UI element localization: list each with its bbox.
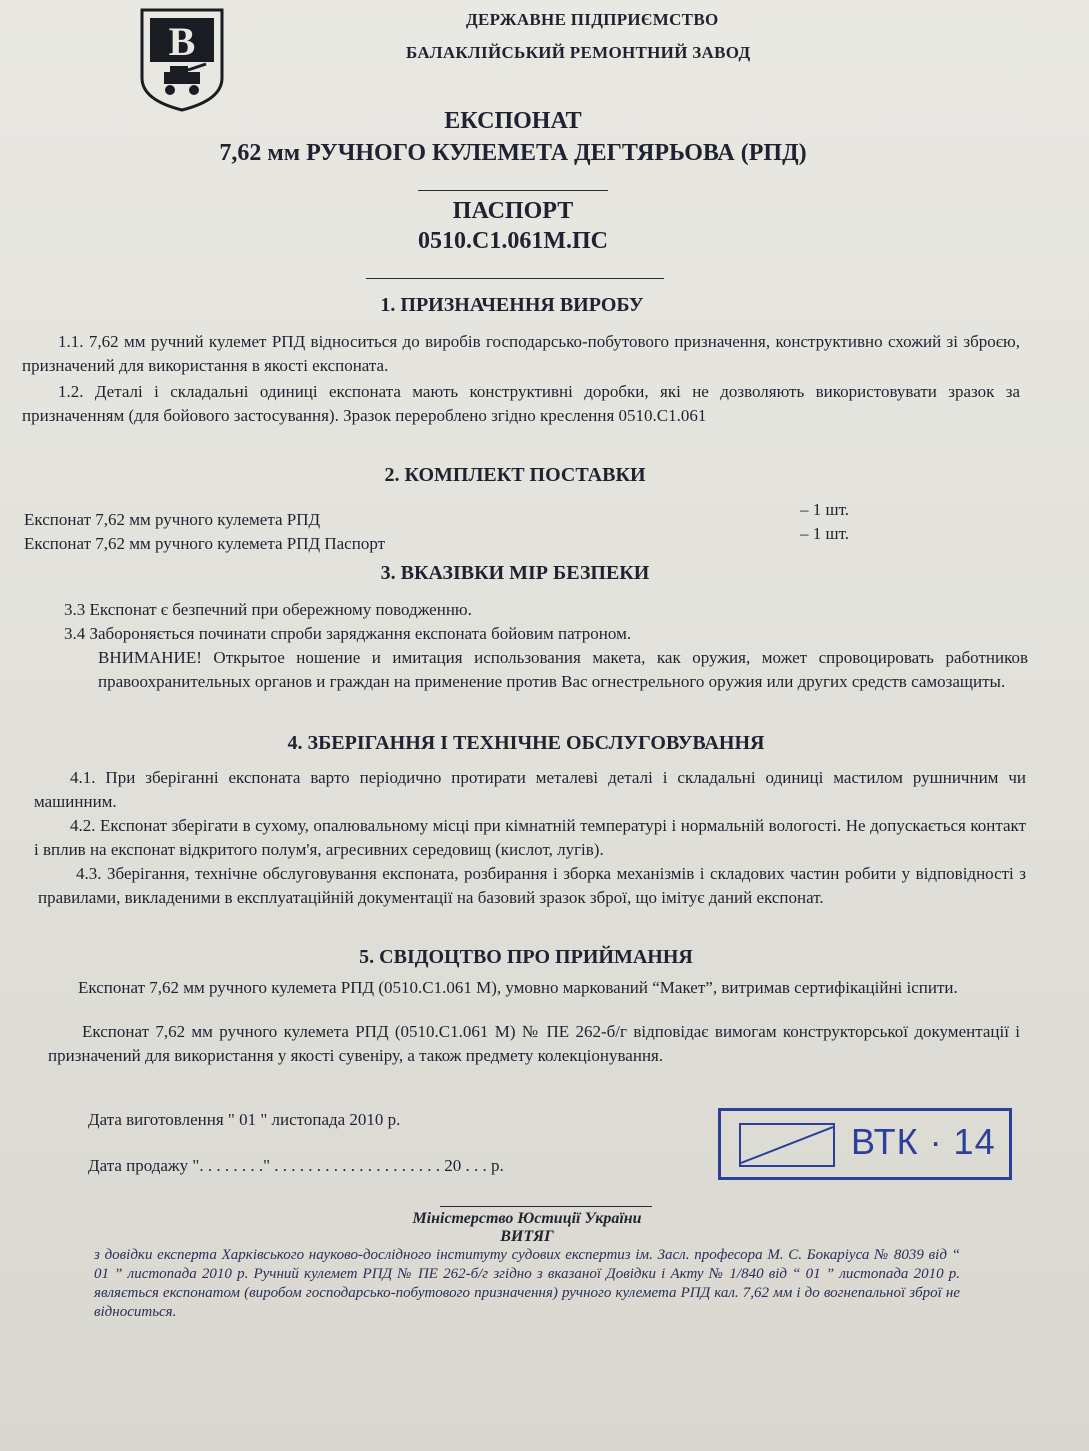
factory-logo-icon	[140, 8, 224, 112]
ministry-name: Міністерство Юстиції України	[412, 1210, 642, 1227]
section-1-paragraph-2: 1.2. Деталі і складальні одиниці експоната мають конструктивні доробки, які не дозволяють використовувати зразок за призначенням (для бойового застосування). Зразок перероблено згідно креслення 0510.С1.061	[22, 382, 1020, 425]
extract-divider	[440, 1206, 652, 1207]
section-1-paragraph-1: 1.1. 7,62 мм ручний кулемет РПД відноситься до виробів господарсько-побутового призначення, конструктивно схожий зі зброєю, призначений для використання в якості експоната.	[22, 332, 1020, 375]
section-2-heading: 2. КОМПЛЕКТ ПОСТАВКИ	[384, 464, 646, 486]
section-5-paragraph-2: Експонат 7,62 мм ручного кулемета РПД (0510.С1.061 М) № ПЕ 262-б/г відповідає вимогам конструкторської документації і призначений для використання у якості сувеніру, а також предмету колекціонування.	[48, 1022, 1020, 1065]
sale-date: Дата продажу ". . . . . . . ." . . . . . . . . . . . . . . . . . . . . 20 . . . р.	[88, 1156, 504, 1175]
code-divider	[366, 278, 664, 279]
doc-title: ЕКСПОНАТ	[444, 108, 582, 134]
stamp-frame	[739, 1123, 835, 1167]
section-4-paragraph-2: 4.2. Експонат зберігати в сухому, опалювальному місці при кімнатній температурі і нормальній вологості. Не допускається контакт і вплив на експонат відкритого полум'я, агресивних середовищ (кислот, лугів).	[34, 816, 1026, 859]
section-4-paragraph-1: 4.1. При зберіганні експоната варто періодично протирати металеві деталі і складальні одиниці мастилом рушничним чи машинним.	[34, 768, 1026, 811]
section-3-item-3-4: 3.4 Забороняється починати спроби заряджання експоната бойовим патроном.	[64, 624, 632, 643]
section-4-heading: 4. ЗБЕРІГАННЯ І ТЕХНІЧНЕ ОБСЛУГОВУВАННЯ	[287, 732, 765, 754]
logo-letter: B	[168, 19, 196, 64]
supply-item-2-qty: – 1 шт.	[800, 524, 849, 543]
passport-code: 0510.С1.061М.ПС	[418, 228, 608, 254]
stamp-text: ВТК · 14	[851, 1121, 996, 1162]
section-4-paragraph-3: 4.3. Зберігання, технічне обслуговування експоната, розбирання і зборка механізмів і складових частин робити у відповідності з правилами, викладеними в експлуатаційній документації на базовий зразок зброї, що імітує даний експонат.	[38, 864, 1026, 907]
extract-body: з довідки експерта Харківського науково-дослідного інституту судових експертиз ім. Засл. професора М. С. Бокаріуса № 8039 від “ 01 ” листопада 2010 р. Ручний кулемет РПД № ПЕ 262-б/г згідно з вказаної Довідки і Акту № 1/840 від “ 01 ” листопада 2010 р. являється експонатом (виробом господарсько-побутового призначення) ручного кулемета РПД кал. 7,62 мм і до вогнепальної зброї не відноситься.	[94, 1247, 960, 1320]
section-3-item-3-3: 3.3 Експонат є безпечний при обережному поводженню.	[64, 600, 472, 619]
section-5-paragraph-1: Експонат 7,62 мм ручного кулемета РПД (0510.С1.061 М), умовно маркований “Макет”, витримав сертифікаційні іспити.	[78, 978, 958, 997]
section-5-heading: 5. СВІДОЦТВО ПРО ПРИЙМАННЯ	[359, 946, 693, 968]
doc-subtitle: 7,62 мм РУЧНОГО КУЛЕМЕТА ДЕГТЯРЬОВА (РПД)	[219, 140, 807, 166]
org-line-2: БАЛАКЛІЙСЬКИЙ РЕМОНТНИЙ ЗАВОД	[406, 43, 751, 62]
supply-item-2-name: Експонат 7,62 мм ручного кулемета РПД Паспорт	[24, 534, 386, 553]
section-3-heading: 3. ВКАЗІВКИ МІР БЕЗПЕКИ	[380, 562, 650, 584]
manufacture-date: Дата виготовлення " 01 " листопада 2010 р.	[88, 1110, 401, 1129]
org-line-1: ДЕРЖАВНЕ ПІДПРИЄМСТВО	[466, 10, 719, 29]
warning-notice: ВНИМАНИЕ! Открытое ношение и имитация использования макета, как оружия, может спровоцировать работников правоохранительных органов и граждан на применение против Вас огнестрельного оружия или других средств самозащиты.	[98, 648, 1028, 691]
passport-title: ПАСПОРТ	[452, 198, 574, 224]
quality-control-stamp	[718, 1108, 1012, 1180]
section-1-heading: 1. ПРИЗНАЧЕННЯ ВИРОБУ	[380, 294, 644, 316]
supply-item-1-qty: – 1 шт.	[800, 500, 849, 519]
title-divider	[418, 190, 608, 191]
supply-item-1-name: Експонат 7,62 мм ручного кулемета РПД	[24, 510, 321, 529]
extract-title: ВИТЯГ	[500, 1228, 554, 1245]
